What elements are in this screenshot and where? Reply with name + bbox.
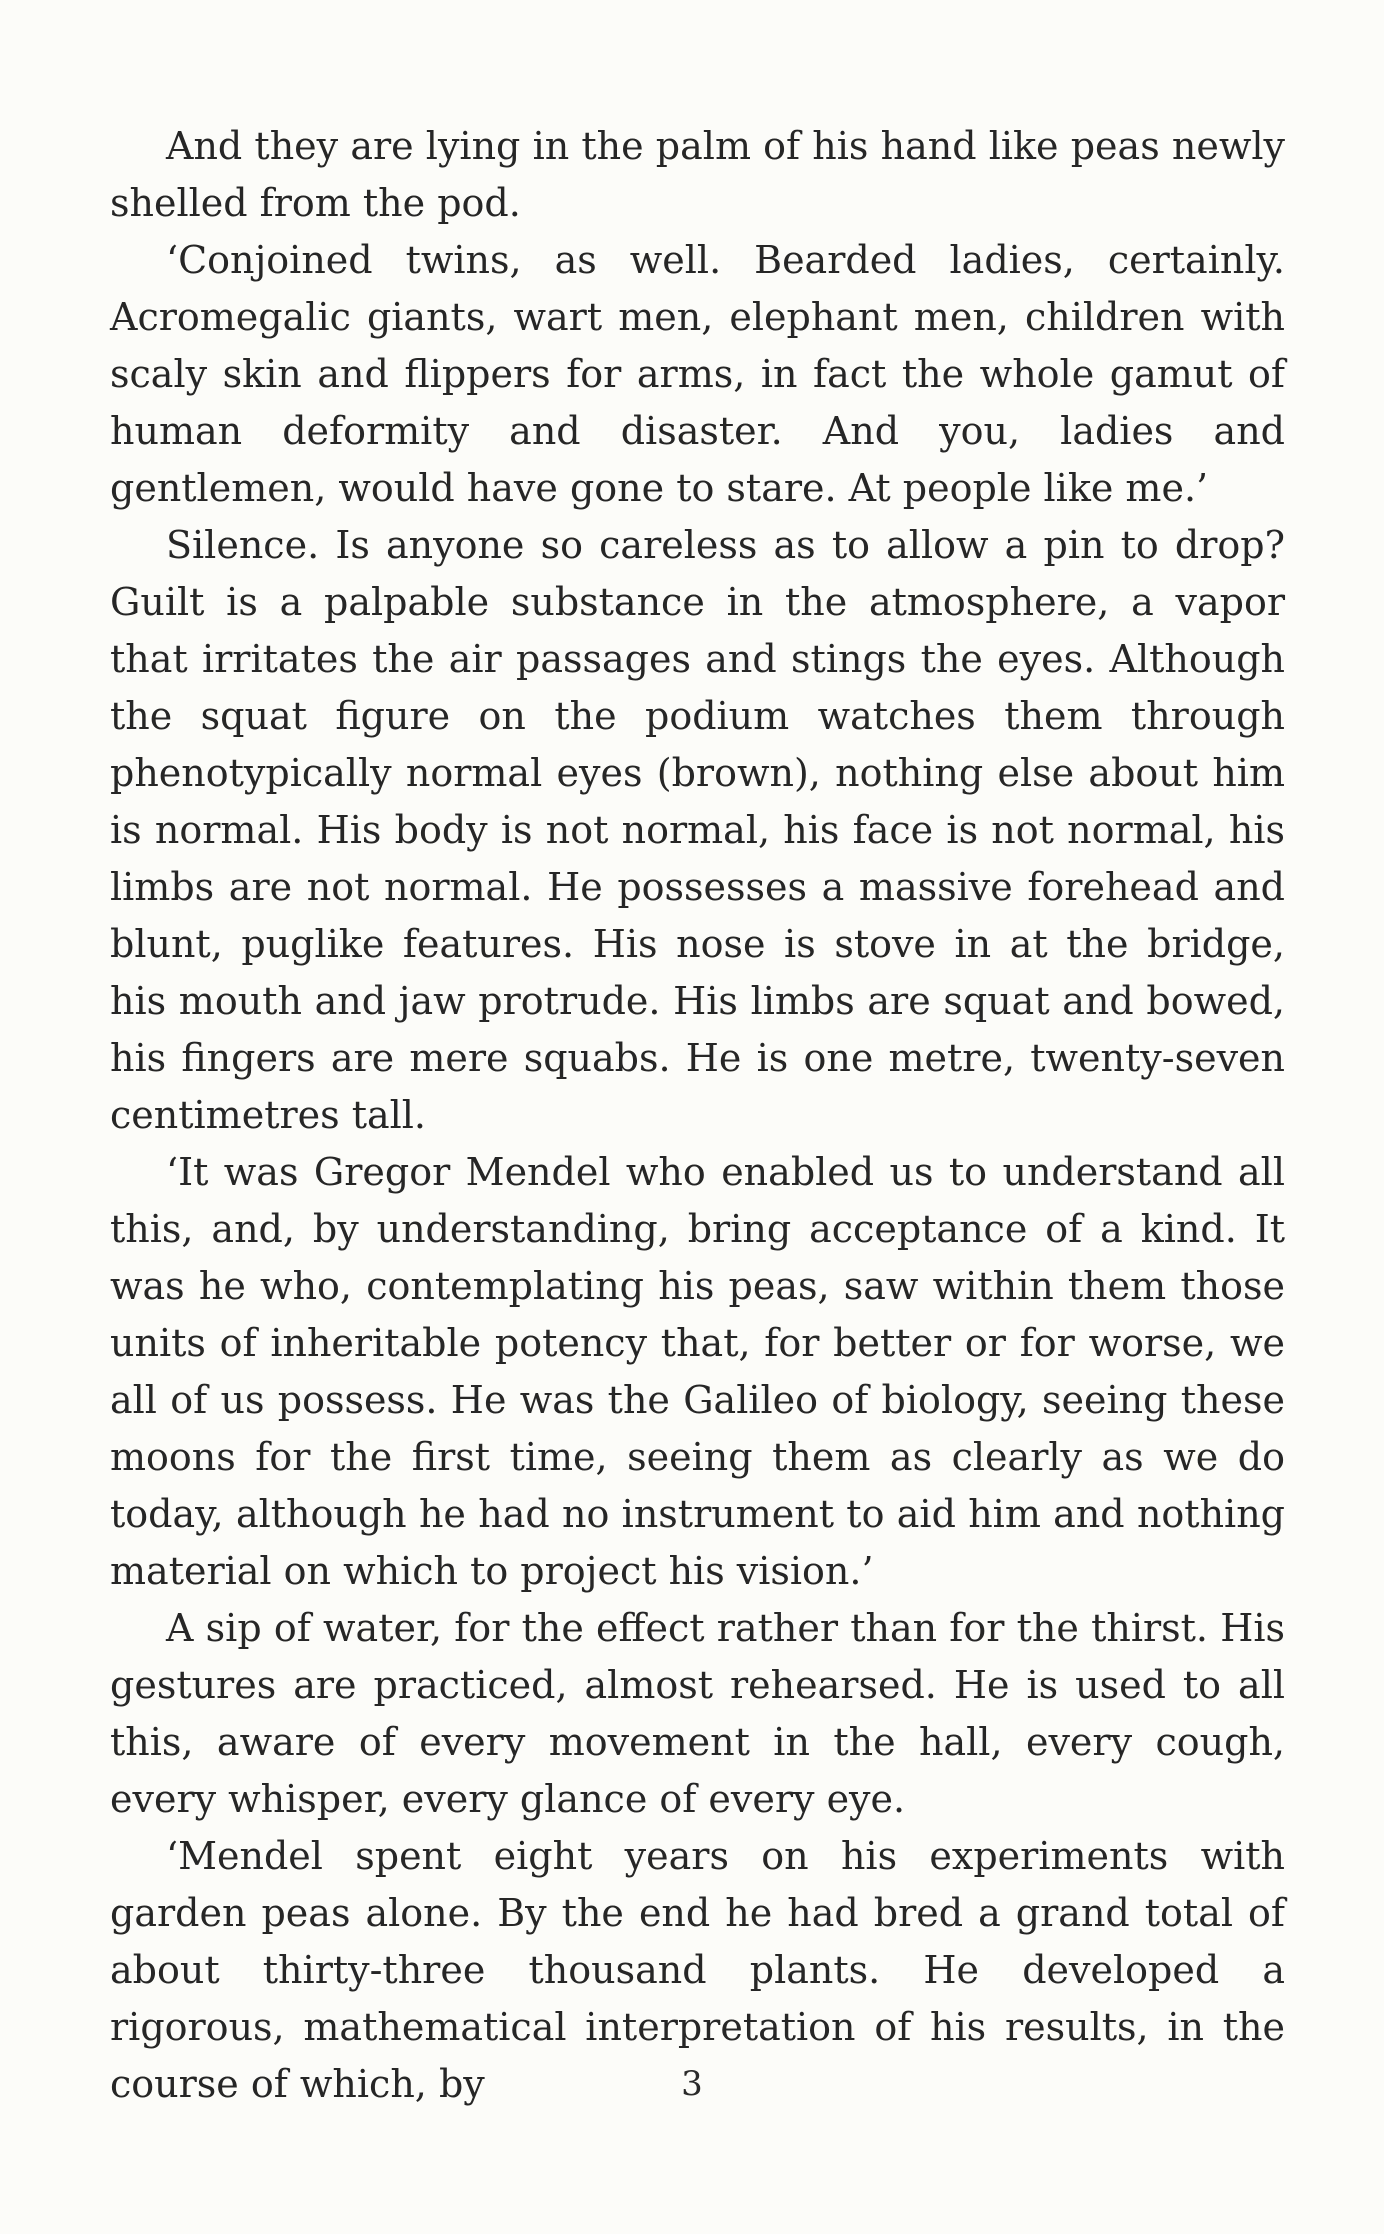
paragraph: ‘It was Gregor Mendel who enabled us to understand all this, and, by understanding, bring acceptance of a kind. It was he who, contemplating his peas, saw within them those units of inheritable potency that, for better or for worse, we all of us possess. He was the Galileo of biology, seeing these moons for the first time, seeing them as clearly as we do today, although he had no instrument to aid him and nothing material on which to project his vision.’ [110,1150,1285,1593]
paragraph: A sip of water, for the effect rather than for the thirst. His gestures are practiced, almost rehearsed. He is used to all this, aware of every movement in the hall, every cough, every whisper, every glance of every eye. [110,1606,1285,1821]
paragraph: And they are lying in the palm of his hand like peas newly shelled from the pod. [110,124,1285,225]
paragraph: ‘Mendel spent eight years on his experiments with garden peas alone. By the end he had bred a grand total of about thirty-three thousand plants. He developed a rigorous, mathematical interpretation of his results, in the course of which, by [110,1834,1285,2106]
page-number: 3 [681,2064,703,2104]
paragraph: ‘Conjoined twins, as well. Bearded ladies, certainly. Acromegalic giants, wart men, elephant men, children with scaly skin and flippers for arms, in fact the whole gamut of human deformity and disaster. And you, ladies and gentlemen, would have gone to stare. At people like me.’ [110,238,1285,510]
paragraph: Silence. Is anyone so careless as to allow a pin to drop? Guilt is a palpable substance in the atmosphere, a vapor that irritates the air passages and stings the eyes. Although the squat figure on the podium watches them through phenotypically normal eyes (brown), nothing else about him is normal. His body is not normal, his face is not normal, his limbs are not normal. He possesses a massive forehead and blunt, puglike features. His nose is stove in at the bridge, his mouth and jaw protrude. His limbs are squat and bowed, his fingers are mere squabs. He is one metre, twenty-seven centimetres tall. [110,523,1285,1137]
body-text [110,118,1285,2113]
